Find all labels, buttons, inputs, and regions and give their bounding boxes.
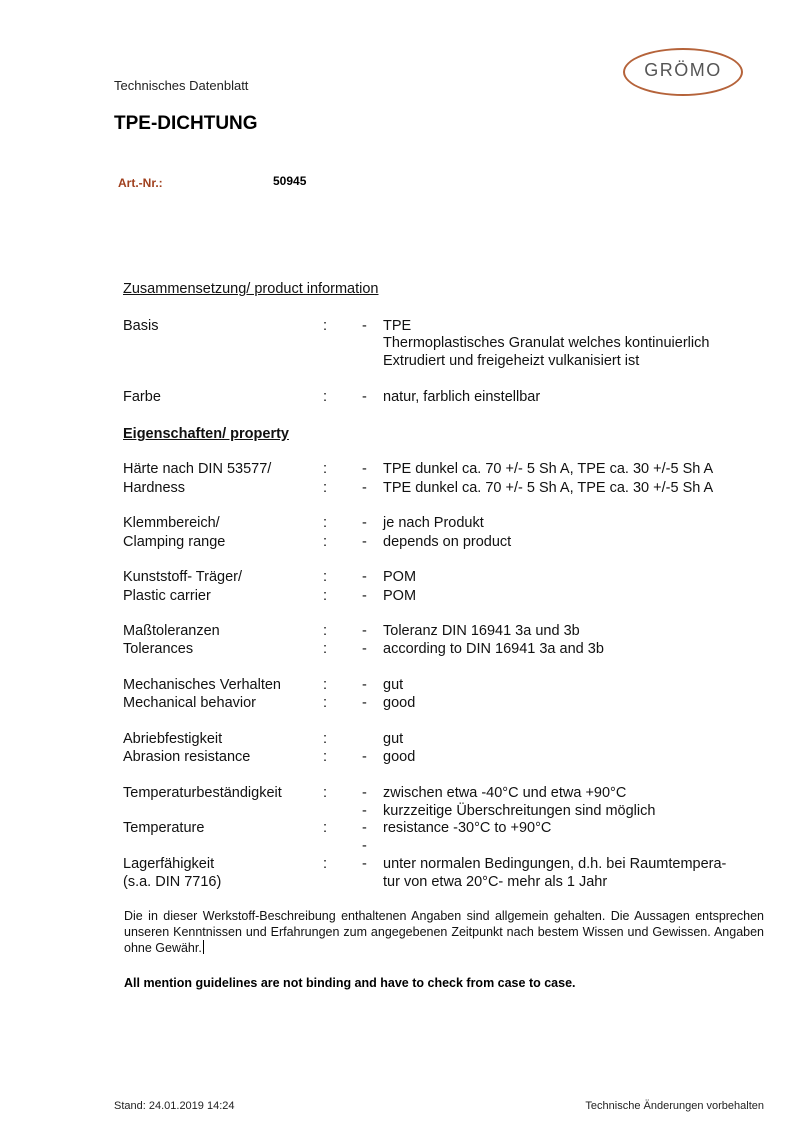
row-label: (s.a. DIN 7716) bbox=[123, 874, 222, 890]
row-value: TPE dunkel ca. 70 +/- 5 Sh A, TPE ca. 30 +/-5 Sh A bbox=[383, 461, 714, 477]
row-label: Basis bbox=[123, 318, 159, 334]
property-row bbox=[0, 677, 800, 695]
row-value: unter normalen Bedingungen, d.h. bei Raumtempera- bbox=[383, 856, 727, 872]
row-label: Clamping range bbox=[123, 534, 226, 550]
row-colon: : bbox=[323, 534, 328, 550]
row-label: Klemmbereich/ bbox=[123, 515, 220, 531]
row-dash: - bbox=[362, 838, 367, 854]
row-dash: - bbox=[362, 677, 367, 693]
property-row bbox=[0, 353, 800, 371]
row-colon: : bbox=[323, 623, 328, 639]
row-dash: - bbox=[362, 803, 367, 819]
row-label: Härte nach DIN 53577/ bbox=[123, 461, 272, 477]
row-value: TPE bbox=[383, 318, 412, 334]
property-row bbox=[0, 838, 800, 856]
property-row bbox=[0, 803, 800, 821]
row-colon: : bbox=[323, 588, 328, 604]
row-dash: - bbox=[362, 623, 367, 639]
product-title: TPE-DICHTUNG bbox=[114, 113, 258, 134]
footer-stand-date: Stand: 24.01.2019 14:24 bbox=[114, 1100, 235, 1112]
row-value: Extrudiert und freigeheizt vulkanisiert ist bbox=[383, 353, 640, 369]
document-type-label: Technisches Datenblatt bbox=[114, 78, 249, 93]
row-value: je nach Produkt bbox=[383, 515, 484, 531]
row-dash: - bbox=[362, 641, 367, 657]
property-row bbox=[0, 731, 800, 749]
row-dash: - bbox=[362, 820, 367, 836]
article-number-label: Art.-Nr.: bbox=[118, 176, 163, 190]
row-dash: - bbox=[362, 749, 367, 765]
property-row bbox=[0, 588, 800, 606]
row-label: Kunststoff- Träger/ bbox=[123, 569, 243, 585]
property-row bbox=[0, 515, 800, 533]
row-label: Mechanical behavior bbox=[123, 695, 256, 711]
row-colon: : bbox=[323, 677, 328, 693]
article-number-value: 50945 bbox=[273, 174, 307, 188]
row-value: gut bbox=[383, 677, 404, 693]
text-cursor bbox=[203, 940, 204, 954]
row-dash: - bbox=[362, 856, 367, 872]
row-label: Hardness bbox=[123, 480, 186, 496]
row-colon: : bbox=[323, 515, 328, 531]
gromo-logo bbox=[623, 48, 743, 96]
property-row bbox=[0, 856, 800, 874]
row-value: POM bbox=[383, 588, 417, 604]
row-colon: : bbox=[323, 785, 328, 801]
row-dash: - bbox=[362, 588, 367, 604]
row-value: Thermoplastisches Granulat welches kontinuierlich bbox=[383, 335, 710, 351]
row-value: according to DIN 16941 3a and 3b bbox=[383, 641, 604, 657]
row-colon: : bbox=[323, 641, 328, 657]
row-colon: : bbox=[323, 731, 328, 747]
disclaimer-paragraph bbox=[124, 908, 764, 956]
row-colon: : bbox=[323, 480, 328, 496]
row-value: kurzzeitige Überschreitungen sind möglich bbox=[383, 803, 656, 819]
guideline-note: All mention guidelines are not binding and have to check from case to case. bbox=[124, 976, 576, 990]
row-label: Lagerfähigkeit bbox=[123, 856, 215, 872]
row-dash: - bbox=[362, 480, 367, 496]
property-row bbox=[0, 785, 800, 803]
row-label: Temperaturbeständigkeit bbox=[123, 785, 282, 801]
property-row bbox=[0, 480, 800, 498]
property-row bbox=[0, 641, 800, 659]
row-label: Plastic carrier bbox=[123, 588, 211, 604]
property-row bbox=[0, 874, 800, 892]
row-colon: : bbox=[323, 820, 328, 836]
row-colon: : bbox=[323, 569, 328, 585]
row-value: POM bbox=[383, 569, 417, 585]
row-label: Abrasion resistance bbox=[123, 749, 251, 765]
logo-text: GRÖMO bbox=[644, 60, 722, 80]
property-row bbox=[0, 820, 800, 838]
row-value: zwischen etwa -40°C und etwa +90°C bbox=[383, 785, 627, 801]
row-value: good bbox=[383, 749, 416, 765]
row-value: TPE dunkel ca. 70 +/- 5 Sh A, TPE ca. 30 +/-5 Sh A bbox=[383, 480, 714, 496]
row-label: Mechanisches Verhalten bbox=[123, 677, 281, 693]
row-dash: - bbox=[362, 515, 367, 531]
section-heading-properties: Eigenschaften/ property bbox=[123, 426, 289, 442]
property-row bbox=[0, 389, 800, 407]
property-row bbox=[0, 569, 800, 587]
row-colon: : bbox=[323, 856, 328, 872]
property-row bbox=[0, 461, 800, 479]
row-colon: : bbox=[323, 749, 328, 765]
row-colon: : bbox=[323, 318, 328, 334]
row-label: Abriebfestigkeit bbox=[123, 731, 223, 747]
row-label: Farbe bbox=[123, 389, 161, 405]
property-row bbox=[0, 534, 800, 552]
row-value: gut bbox=[383, 731, 404, 747]
row-dash: - bbox=[362, 534, 367, 550]
disclaimer-text: Die in dieser Werkstoff-Beschreibung enthaltenen Angaben sind allgemein gehalten. Die Aussagen entsprechen unseren Kenntnissen und Erfahrungen zum angegebenen Zeitpunkt nach bestem Wissen und Gewissen. Angaben ohne Gewähr. bbox=[124, 909, 764, 955]
footer-changes-note: Technische Änderungen vorbehalten bbox=[585, 1100, 764, 1112]
row-colon: : bbox=[323, 461, 328, 477]
row-value: natur, farblich einstellbar bbox=[383, 389, 541, 405]
row-label: Temperature bbox=[123, 820, 205, 836]
row-dash: - bbox=[362, 569, 367, 585]
property-row bbox=[0, 318, 800, 336]
row-colon: : bbox=[323, 389, 328, 405]
property-row bbox=[0, 623, 800, 641]
row-value: Toleranz DIN 16941 3a und 3b bbox=[383, 623, 580, 639]
row-label: Maßtoleranzen bbox=[123, 623, 220, 639]
row-colon: : bbox=[323, 695, 328, 711]
row-label: Tolerances bbox=[123, 641, 194, 657]
row-value: good bbox=[383, 695, 416, 711]
row-value: tur von etwa 20°C- mehr als 1 Jahr bbox=[383, 874, 608, 890]
property-row bbox=[0, 695, 800, 713]
property-row bbox=[0, 749, 800, 767]
row-dash: - bbox=[362, 461, 367, 477]
property-row bbox=[0, 335, 800, 353]
row-dash: - bbox=[362, 695, 367, 711]
row-value: depends on product bbox=[383, 534, 512, 550]
row-value: resistance -30°C to +90°C bbox=[383, 820, 552, 836]
row-dash: - bbox=[362, 785, 367, 801]
section-heading-composition: Zusammensetzung/ product information bbox=[123, 281, 379, 297]
row-dash: - bbox=[362, 389, 367, 405]
row-dash: - bbox=[362, 318, 367, 334]
